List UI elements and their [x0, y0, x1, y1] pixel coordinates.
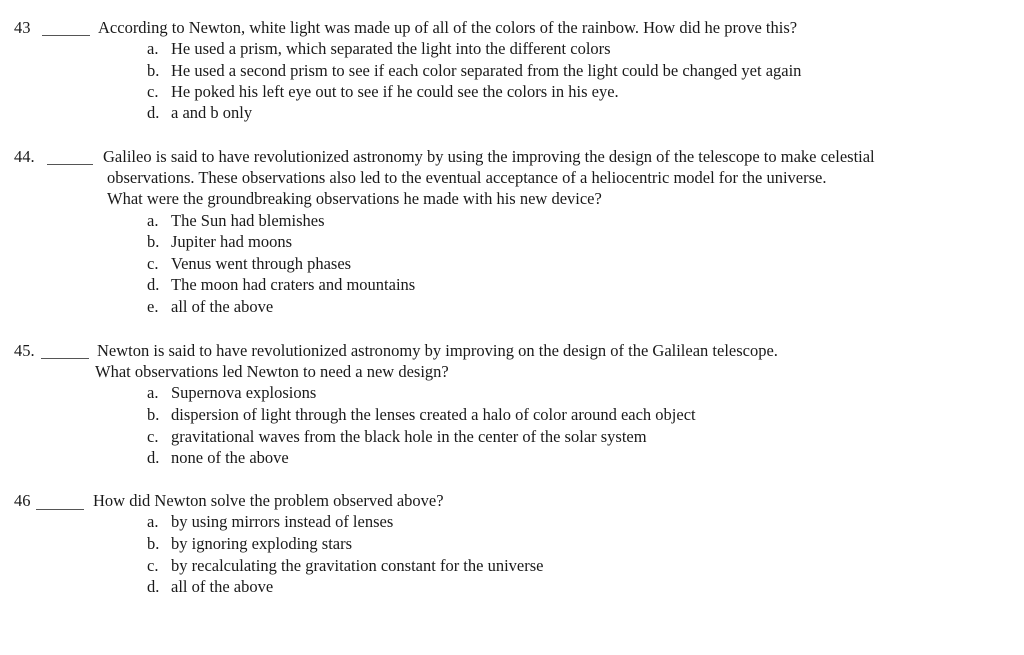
option-letter: c.	[147, 82, 159, 101]
option-text: Venus went through phases	[171, 254, 352, 273]
option-text: Supernova explosions	[171, 383, 317, 402]
option-letter: b.	[147, 405, 160, 424]
option-letter: c.	[147, 556, 159, 575]
option-b	[147, 534, 352, 554]
question-number: 44.	[14, 147, 35, 166]
option-b	[147, 405, 696, 425]
option-letter: a.	[147, 39, 159, 58]
option-a	[147, 383, 316, 403]
option-text: The moon had craters and mountains	[171, 275, 416, 294]
question-number: 46	[14, 491, 31, 510]
answer-blank[interactable]	[42, 35, 90, 36]
option-c	[147, 427, 647, 447]
option-text: a and b only	[171, 103, 253, 122]
option-letter: b.	[147, 61, 160, 80]
option-d	[147, 448, 289, 468]
option-a	[147, 512, 393, 532]
question-prompt-line-3: What were the groundbreaking observations he made with his new device?	[107, 189, 602, 208]
option-b	[147, 61, 801, 81]
option-letter: b.	[147, 232, 160, 251]
option-text: all of the above	[171, 297, 274, 316]
question-prompt-line-2: observations. These observations also led to the eventual acceptance of a heliocentric model for the universe.	[107, 168, 827, 187]
option-letter: b.	[147, 534, 160, 553]
option-text: by using mirrors instead of lenses	[171, 512, 394, 531]
question-prompt-line-1: Galileo is said to have revolutionized astronomy by using the improving the design of the telescope to make celestial	[103, 147, 875, 166]
answer-blank[interactable]	[36, 509, 84, 510]
option-text: none of the above	[171, 448, 289, 467]
option-d	[147, 103, 252, 123]
question-prompt: How did Newton solve the problem observed above?	[93, 491, 444, 510]
option-letter: d.	[147, 103, 160, 122]
question-prompt-line-1: Newton is said to have revolutionized astronomy by improving on the design of the Galilean telescope.	[97, 341, 778, 360]
option-c	[147, 82, 619, 102]
option-text: all of the above	[171, 577, 274, 596]
option-letter: a.	[147, 211, 159, 230]
option-text: The Sun had blemishes	[171, 211, 325, 230]
option-text: He poked his left eye out to see if he could see the colors in his eye.	[171, 82, 619, 101]
answer-blank[interactable]	[41, 358, 89, 359]
option-letter: d.	[147, 448, 160, 467]
option-letter: c.	[147, 254, 159, 273]
option-text: by recalculating the gravitation constant for the universe	[171, 556, 544, 575]
answer-blank[interactable]	[47, 164, 93, 165]
question-prompt-line-2: What observations led Newton to need a new design?	[95, 362, 449, 381]
option-letter: a.	[147, 512, 159, 531]
option-letter: d.	[147, 275, 160, 294]
question-number: 45.	[14, 341, 35, 360]
option-text: gravitational waves from the black hole in the center of the solar system	[171, 427, 647, 446]
question-prompt: According to Newton, white light was made up of all of the colors of the rainbow. How did he prove this?	[98, 18, 798, 37]
option-b	[147, 232, 292, 252]
option-d	[147, 577, 273, 597]
option-text: He used a second prism to see if each color separated from the light could be changed yet again	[171, 61, 802, 80]
option-letter: c.	[147, 427, 159, 446]
option-d	[147, 275, 415, 295]
option-text: He used a prism, which separated the light into the different colors	[171, 39, 611, 58]
option-e	[147, 297, 273, 317]
option-c	[147, 556, 544, 576]
option-c	[147, 254, 351, 274]
option-a	[147, 39, 611, 59]
option-letter: e.	[147, 297, 159, 316]
option-text: by ignoring exploding stars	[171, 534, 353, 553]
question-number: 43	[14, 18, 31, 37]
option-text: dispersion of light through the lenses created a halo of color around each object	[171, 405, 696, 424]
option-letter: a.	[147, 383, 159, 402]
option-text: Jupiter had moons	[171, 232, 292, 251]
option-letter: d.	[147, 577, 160, 596]
option-a	[147, 211, 325, 231]
